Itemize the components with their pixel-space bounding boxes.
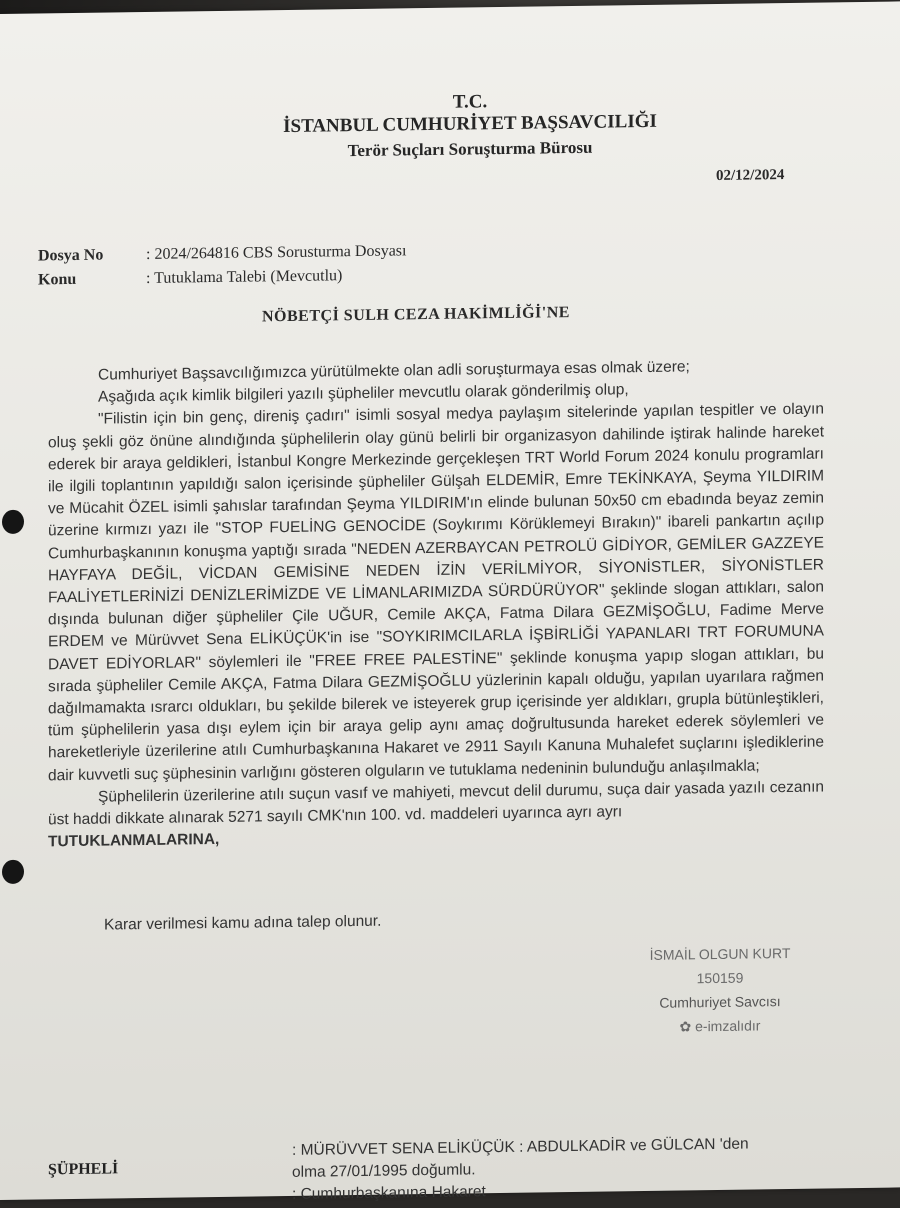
suspect-name: : MÜRÜVVET SENA ELİKÜÇÜK : ABDULKADİR ve GÜLCAN 'den xyxy=(292,1135,749,1159)
esign-text: e-imzalıdır xyxy=(695,1017,761,1035)
dosya-value: : 2024/264816 CBS Sorusturma Dosyası xyxy=(146,242,407,263)
closing-line: Karar verilmesi kamu adına talep olunur. xyxy=(104,912,382,934)
signatory-name: İSMAİL OLGUN KURT xyxy=(649,944,791,963)
body-paragraph: Aşağıda açık kimlik bilgileri yazılı şüpheliler mevcutlu olarak gönderilmiş olup, xyxy=(98,381,629,406)
header-tc: T.C. xyxy=(452,91,488,113)
document-date: 02/12/2024 xyxy=(716,167,785,185)
addressee-title: NÖBETÇİ SULH CEZA HAKİMLİĞİ'NE xyxy=(262,304,570,326)
header-bureau: Terör Suçları Soruşturma Bürosu xyxy=(347,137,593,161)
suspect-label: ŞÜPHELİ xyxy=(48,1160,119,1179)
punch-hole xyxy=(2,860,24,884)
body-paragraph: "Filistin için bin genç, direniş çadırı" isimli sosyal medya paylaşım sitelerinde yapılan tespitler ve olayın oluş şekli göz önüne alındığında şüphelilerin olay günü belirli bir organizasyon dahilinde iştirak halinde hareket ederek bir araya geldikleri, İstanbul Kongre Merkezinde gerçekleşen TRT World Forum 2024 konulu programları ile ilgili toplantının yapıldığı salon içerisinde şüpheliler Gülşah ELDEMİR, Emre TEKİNKAYA, Şeyma YILDIRIM ve Mücahit ÖZEL isimli şahıslar tarafından Şeyma YILDIRIM'ın elinde bulunan 50x50 cm ebadında beyaz zemin üzerine kırmızı yazı ile "STOP FUELİNG GENOCİDE (Soykırımı Körüklemeyi Bırakın)" ibareli pankartın açılıp Cumhurbaşkanının konuşma yaptığı sırada "NEDEN AZERBAYCAN PETROLÜ GİDİYOR, GEMİLER GAZZEYE HAYFAYA DEĞİL, VİCDAN GEMİSİNE NEDEN İZİN VERİLMİYOR, SİYONİSTLER, SİYONİSTLER FAALİYETLERİNİZİ DENİZLERİMİZDE VE LİMANLARIMIZDA SÜRDÜRÜYOR" şeklinde slogan attıkları, salon dışında bulunan diğer şüpheliler Çile UĞUR, Cemile AKÇA, Fatma Dilara GEZMİŞOĞLU, Fadime Merve ERDEM ve Mürüvvet Sena ELİKÜÇÜK'in ise "SOYKIRIMCILARLA İŞBİRLİĞİ YAPANLARI TRT FORUMUNA DAVET EDİYORLAR" söylemleri ile "FREE FREE PALESTİNE" şeklinde konuşma yapıp slogan attıkları, bu sırada şüpheliler Cemile AKÇA, Fatma Dilara GEZMİŞOĞLU yüzlerinin kapalı olduğu, yapılan uyarılara rağmen dağılmamakta ısrarcı oldukları, bu şekilde bilerek ve isteyerek grup içerisinde yer aldıkları, grupla bütünleştikleri, tüm şüphelilerin yasa dışı eylem için bir araya gelip aynı amaç doğrultusunda hareket ederek söylemleri ve hareketleriyle üzerilerine atılı Cumhurbaşkanına Hakaret ve 2911 Sayılı Kanuna Muhalefet suçlarını işlediklerine dair kuvvetli suç şüphesinin varlığını gösteren olguların ve tutuklama nedeninin bulunduğu anlaşılmakla; xyxy=(48,400,824,784)
punch-hole xyxy=(2,510,24,534)
document-page xyxy=(0,1,900,1203)
dosya-label: Dosya No xyxy=(38,246,104,265)
header-office: İSTANBUL CUMHURİYET BAŞSAVCILIĞI xyxy=(283,110,657,138)
document-body xyxy=(48,354,824,853)
esign-note xyxy=(600,1016,840,1036)
suspect-birth: olma 27/01/1995 doğumlu. xyxy=(292,1161,476,1181)
suspect-charge: : Cumhurbaşkanına Hakaret xyxy=(292,1183,486,1203)
konu-label: Konu xyxy=(38,270,77,289)
body-paragraph: Cumhuriyet Başsavcılığımızca yürütülmekte olan adli soruşturmaya esas olmak üzere; xyxy=(98,358,690,384)
konu-value: : Tutuklama Talebi (Mevcutlu) xyxy=(146,267,343,287)
body-paragraph: Şüphelilerin üzerilerine atılı suçun vasıf ve mahiyeti, mevcut delil durumu, suça dair yasada yazılı cezanın üst haddi dikkate alınarak 5271 sayılı CMK'nın 100. vd. maddeleri uyarınca ayrı ayrı xyxy=(48,778,824,829)
signatory-title: Cumhuriyet Savcısı xyxy=(659,993,781,1011)
body-decision: TUTUKLANMALARINA, xyxy=(48,831,220,851)
seal-icon: ✿ xyxy=(679,1018,696,1035)
signatory-number: 150159 xyxy=(696,969,744,987)
